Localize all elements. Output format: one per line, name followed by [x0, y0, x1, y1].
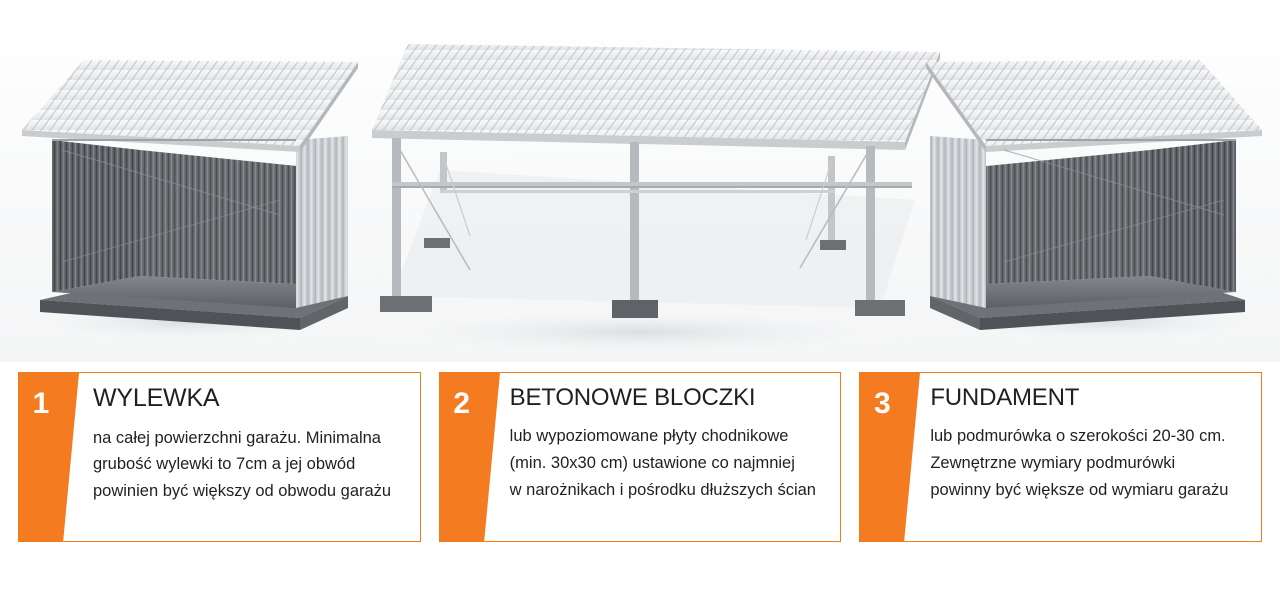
- card-3-number: 3: [860, 373, 904, 541]
- card-2-text: [510, 423, 829, 503]
- card-3-line-2: Zewnętrzne wymiary podmurówki: [930, 454, 1176, 473]
- center-roof: [372, 44, 940, 142]
- center-post-mid: [630, 142, 639, 302]
- center-post-right: [866, 146, 875, 304]
- center-footing-mid: [612, 300, 658, 318]
- center-rail-back: [440, 190, 835, 193]
- info-cards-row: [0, 372, 1280, 552]
- garage-right: [926, 60, 1262, 330]
- center-footing-left: [380, 296, 432, 312]
- left-inner-wall: [52, 140, 140, 292]
- card-2-title: BETONOWE BLOCZKI: [509, 384, 756, 411]
- center-footing-right: [855, 300, 905, 316]
- card-1-body: [63, 373, 420, 541]
- card-3-line-1: lub podmurówka o szerokości 20-30 cm.: [930, 427, 1226, 446]
- card-1-title: WYLEWKA: [93, 384, 220, 412]
- info-card-3: [859, 372, 1262, 542]
- card-3-text: [930, 423, 1249, 503]
- right-inner-wall: [1150, 140, 1236, 292]
- card-1-text: [93, 425, 408, 505]
- center-rail-top-shadow: [392, 186, 912, 188]
- right-side-wall: [930, 136, 986, 308]
- card-1-line-3: powinien być większy od obwodu garażu: [93, 481, 392, 500]
- center-footing-back-left: [424, 238, 450, 248]
- card-3-line-3: powinny być większe od wymiaru garażu: [930, 480, 1229, 499]
- center-post-left: [392, 138, 401, 300]
- card-2-body: [484, 373, 841, 541]
- center-footing-back-right: [820, 240, 846, 250]
- card-2-number: 2: [440, 373, 484, 541]
- card-2-line-1: lub wypoziomowane płyty chodnikowe: [509, 427, 789, 446]
- info-card-2: [439, 372, 842, 542]
- card-1-number: 1: [19, 373, 63, 541]
- card-1-line-2: grubość wylewki to 7cm a jej obwód: [93, 455, 356, 474]
- info-card-1: [18, 372, 421, 542]
- garage-left: [22, 60, 358, 330]
- left-side-wall: [296, 136, 348, 308]
- card-1-line-1: na całej powierzchni garażu. Minimalna: [93, 428, 381, 447]
- card-2-line-2: (min. 30x30 cm) ustawione co najmniej: [509, 454, 795, 473]
- card-2-line-3: w narożnikach i pośrodku dłuższych ścian: [509, 480, 816, 499]
- card-3-body: [904, 373, 1261, 541]
- card-3-title: FUNDAMENT: [930, 384, 1080, 411]
